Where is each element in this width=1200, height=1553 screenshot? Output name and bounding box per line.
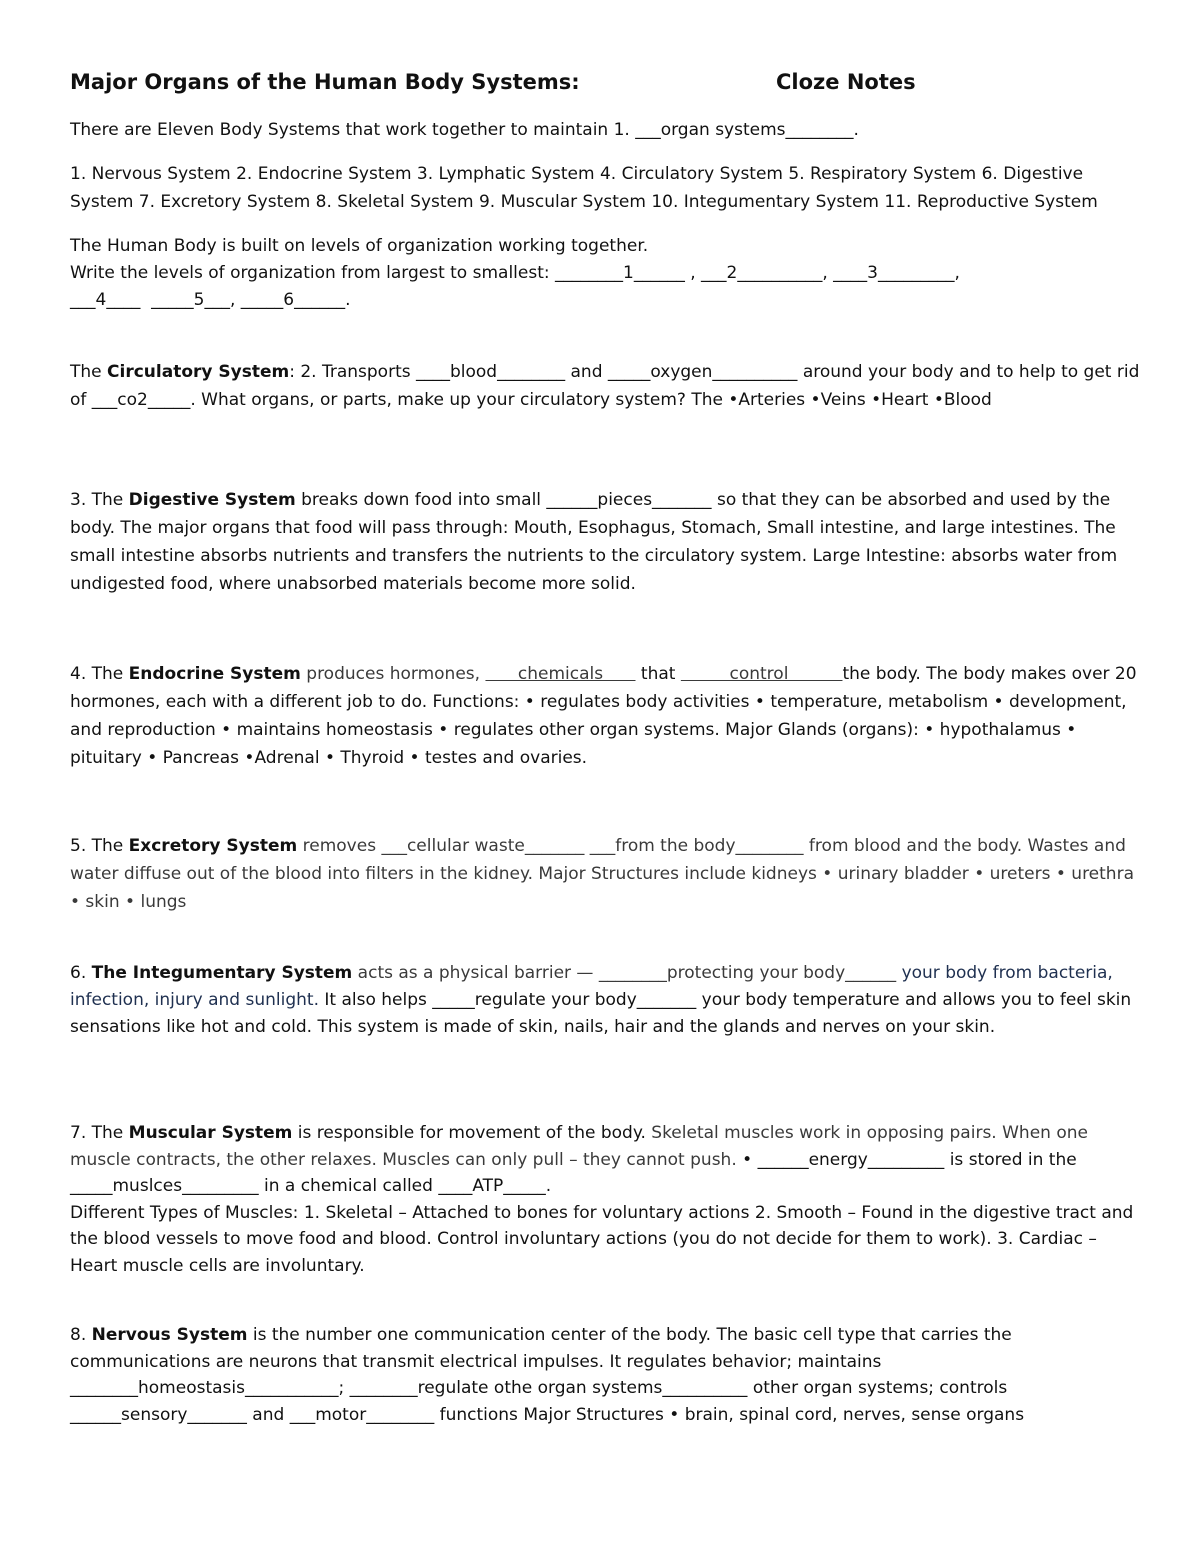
integumentary-text-blue: your body from bacteria, infection, injury and sunlight. bbox=[70, 963, 1113, 1010]
endocrine-text: that bbox=[635, 664, 681, 684]
muscular-text-grey: Skeletal muscles work in opposing pairs. When one muscle contracts, the other relaxes. Muscles can only pull – they cannot push. bbox=[70, 1123, 1088, 1170]
endocrine-fill-control: control bbox=[680, 664, 843, 684]
muscular-paragraph bbox=[70, 1120, 1140, 1279]
title-cloze-notes: Cloze Notes bbox=[776, 70, 916, 94]
muscular-prefix: 7. The bbox=[70, 1123, 129, 1143]
endocrine-prefix: 4. The bbox=[70, 664, 129, 684]
excretory-text: removes ___cellular waste_______ ___from the body________ from blood and the body. Wastes and water diffuse out of the blood into filters in the kidney. Major Structures include kidneys • urinary bladder • ureters • urethra • skin • lungs bbox=[70, 836, 1134, 912]
levels-prompt: Write the levels of organization from largest to smallest: ________1______ , ___2__________, ____3_________, bbox=[70, 263, 960, 283]
endocrine-paragraph bbox=[70, 660, 1140, 772]
page-title bbox=[70, 70, 1150, 102]
integumentary-text: acts as a physical barrier — ________protecting your body______ bbox=[352, 963, 902, 983]
nervous-prefix: 8. bbox=[70, 1325, 92, 1345]
integumentary-prefix: 6. bbox=[70, 963, 92, 983]
intro-paragraph: There are Eleven Body Systems that work together to maintain 1. ___organ systems________. bbox=[70, 120, 859, 140]
levels-section bbox=[70, 233, 1140, 314]
title-main: Major Organs of the Human Body Systems: bbox=[70, 70, 580, 94]
circulatory-prefix: The bbox=[70, 362, 108, 382]
circulatory-heading: Circulatory System bbox=[107, 362, 290, 382]
systems-list-line: 1. Nervous System 2. Endocrine System 3. Lymphatic System 4. Circulatory System 5. Respiratory System 6. Digestive bbox=[70, 164, 1084, 184]
circulatory-text: : 2. Transports ____blood________ and _____oxygen__________ around your body and to help to get rid of ___co2_____. What organs, or parts, make up your circulatory system? The •Arteries •Veins •Heart •Blood bbox=[70, 362, 1140, 410]
nervous-paragraph bbox=[70, 1322, 1140, 1428]
systems-list-line: System 7. Excretory System 8. Skeletal System 9. Muscular System 10. Integumentary System 11. Reproductive System bbox=[70, 192, 1098, 212]
integumentary-heading: The Integumentary System bbox=[91, 963, 353, 983]
integumentary-paragraph bbox=[70, 960, 1140, 1041]
endocrine-fill-chemicals: chemicals bbox=[485, 664, 636, 684]
muscle-types: Different Types of Muscles: 1. Skeletal – Attached to bones for voluntary actions 2. Smooth – Found in the digestive tract and the blood vessels to move food and blood. Control involuntary actions (you do not decide for them to work). 3. Cardiac –Heart muscle cells are involuntary. bbox=[70, 1202, 1134, 1276]
excretory-paragraph bbox=[70, 832, 1140, 916]
endocrine-text: produces hormones, bbox=[300, 664, 486, 684]
endocrine-heading: Endocrine System bbox=[128, 664, 301, 684]
digestive-heading: Digestive System bbox=[128, 490, 296, 510]
endocrine-text: the body. The body makes over 20 hormones, each with a different job to do. Functions: • regulates body activities • temperature, metabolism • development, and reproduction • maintains homeostasis • regulates other organ systems. Major Glands (organs): • hypothalamus • pituitary • Pancreas •Adrenal • Thyroid • testes and ovaries. bbox=[70, 664, 1137, 768]
nervous-heading: Nervous System bbox=[91, 1325, 248, 1345]
nervous-text: is the number one communication center of the body. The basic cell type that carries the communications are neurons that transmit electrical impulses. It regulates behavior; maintains ________homeostasis___________; ________regulate othe organ systems__________ other organ systems; controls ______sensory_______ and ___motor________ functions Major Structures • brain, spinal cord, nerves, sense organs bbox=[70, 1325, 1025, 1425]
circulatory-paragraph bbox=[70, 358, 1140, 414]
muscular-text: is responsible for movement of the body. bbox=[292, 1123, 652, 1143]
levels-intro: The Human Body is built on levels of organization working together. bbox=[70, 236, 649, 256]
digestive-text: breaks down food into small ______pieces_______ so that they can be absorbed and used by the body. The major organs that food will pass through: Mouth, Esophagus, Stomach, Small intestine, and large intestines. The small intestine absorbs nutrients and transfers the nutrients to the circulatory system. Large Intestine: absorbs water from undigested food, where unabsorbed materials become more solid. bbox=[70, 490, 1118, 594]
excretory-prefix: 5. The bbox=[70, 836, 129, 856]
integumentary-text: It also helps _____regulate your body_______ your body temperature and allows you to feel skin sensations like hot and cold. This system is made of skin, nails, hair and the glands and nerves on your skin. bbox=[70, 990, 1132, 1037]
muscular-text: • ______energy_________ is stored in the _____muslces_________ in a chemical called ____ATP_____. bbox=[70, 1149, 1077, 1196]
systems-list bbox=[70, 160, 1140, 216]
muscular-heading: Muscular System bbox=[128, 1123, 293, 1143]
levels-prompt-cont: ___4____ _____5___, _____6______. bbox=[70, 290, 351, 310]
excretory-heading: Excretory System bbox=[128, 836, 298, 856]
digestive-paragraph bbox=[70, 486, 1140, 598]
digestive-prefix: 3. The bbox=[70, 490, 129, 510]
